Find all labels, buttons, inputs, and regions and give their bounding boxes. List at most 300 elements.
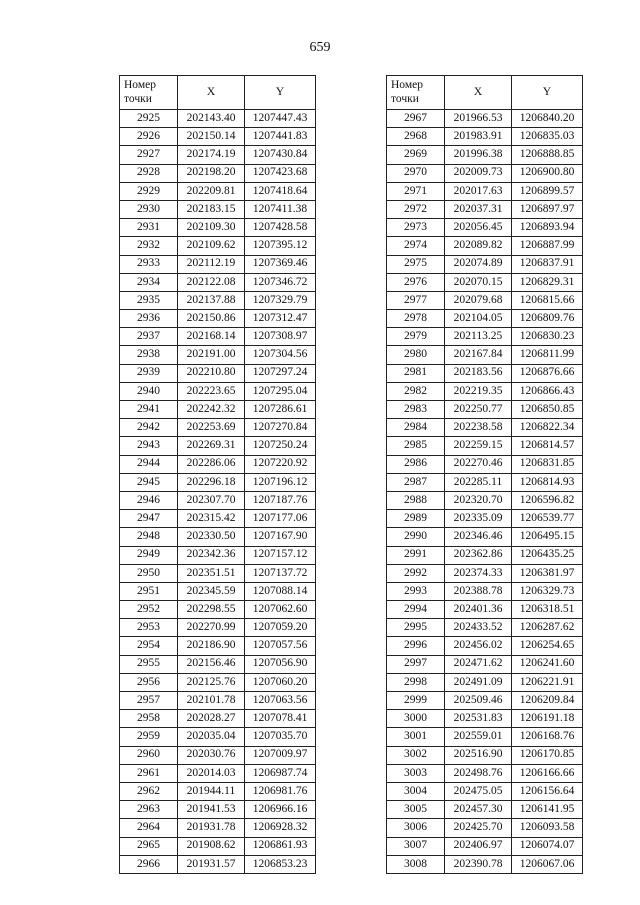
table-row: [387, 328, 583, 346]
x-cell: 202056.45: [445, 219, 512, 237]
x-cell: 202183.56: [445, 364, 512, 382]
y-cell: 1206928.32: [245, 819, 316, 837]
y-cell: 1207059.20: [245, 619, 316, 637]
point-number-cell: 2970: [387, 164, 445, 182]
table-row: [120, 237, 316, 255]
y-cell: 1207286.61: [245, 401, 316, 419]
point-number-cell: 2984: [387, 419, 445, 437]
table-row: [387, 819, 583, 837]
point-number-cell: 2933: [120, 255, 178, 273]
point-number-cell: 2997: [387, 655, 445, 673]
x-cell: 202320.70: [445, 491, 512, 509]
x-cell: 202298.55: [178, 601, 245, 619]
table-row: [120, 437, 316, 455]
header-point-number: [120, 76, 178, 110]
y-cell: 1206887.99: [512, 237, 583, 255]
x-cell: 202285.11: [445, 473, 512, 491]
table-row: [387, 255, 583, 273]
x-cell: 202191.00: [178, 346, 245, 364]
table-row: [387, 146, 583, 164]
table-row: [120, 564, 316, 582]
table-row: [387, 200, 583, 218]
table-row: [120, 710, 316, 728]
table-row: [387, 291, 583, 309]
table-row: [387, 455, 583, 473]
x-cell: 202150.14: [178, 128, 245, 146]
point-number-cell: 2989: [387, 510, 445, 528]
y-cell: 1207057.56: [245, 637, 316, 655]
x-cell: 202070.15: [445, 273, 512, 291]
x-cell: 202168.14: [178, 328, 245, 346]
x-cell: 202174.19: [178, 146, 245, 164]
table-row: [387, 419, 583, 437]
point-number-cell: 2930: [120, 200, 178, 218]
table-row: [387, 510, 583, 528]
y-cell: 1206840.20: [512, 110, 583, 128]
table-row: [120, 728, 316, 746]
y-cell: 1206811.99: [512, 346, 583, 364]
y-cell: 1207088.14: [245, 582, 316, 600]
table-row: [120, 110, 316, 128]
table-row: [120, 273, 316, 291]
x-cell: 202425.70: [445, 819, 512, 837]
table-row: [387, 182, 583, 200]
page-number: 659: [309, 40, 331, 55]
x-cell: 202491.09: [445, 673, 512, 691]
table-row: [120, 655, 316, 673]
point-number-cell: 2943: [120, 437, 178, 455]
y-cell: 1206888.85: [512, 146, 583, 164]
y-cell: 1206893.94: [512, 219, 583, 237]
point-number-cell: 2987: [387, 473, 445, 491]
point-number-cell: 3004: [387, 782, 445, 800]
x-cell: 202198.20: [178, 164, 245, 182]
table-row: [120, 473, 316, 491]
x-cell: 202342.36: [178, 546, 245, 564]
table-row: [387, 128, 583, 146]
table-row: [387, 110, 583, 128]
y-cell: 1207056.90: [245, 655, 316, 673]
point-number-cell: 2963: [120, 801, 178, 819]
table-row: [387, 728, 583, 746]
x-cell: 202475.05: [445, 782, 512, 800]
y-cell: 1206170.85: [512, 746, 583, 764]
point-number-cell: 2941: [120, 401, 178, 419]
y-cell: 1207167.90: [245, 528, 316, 546]
point-number-cell: 2935: [120, 291, 178, 309]
y-cell: 1206809.76: [512, 310, 583, 328]
y-cell: 1207346.72: [245, 273, 316, 291]
table-row: [120, 782, 316, 800]
header-point-number-line1: Номер: [391, 79, 423, 92]
table-row: [387, 764, 583, 782]
table-row: [120, 291, 316, 309]
x-cell: 201931.57: [178, 855, 245, 873]
y-cell: 1206981.76: [245, 782, 316, 800]
x-cell: 202101.78: [178, 692, 245, 710]
y-cell: 1206221.91: [512, 673, 583, 691]
y-cell: 1206495.15: [512, 528, 583, 546]
x-cell: 202270.99: [178, 619, 245, 637]
point-number-cell: 2928: [120, 164, 178, 182]
x-cell: 202125.76: [178, 673, 245, 691]
point-number-cell: 2979: [387, 328, 445, 346]
x-cell: 202210.80: [178, 364, 245, 382]
x-cell: 202498.76: [445, 764, 512, 782]
x-cell: 202516.90: [445, 746, 512, 764]
table-row: [387, 637, 583, 655]
x-cell: 202250.77: [445, 401, 512, 419]
y-cell: 1207428.58: [245, 219, 316, 237]
y-cell: 1206067.06: [512, 855, 583, 873]
x-cell: 202109.62: [178, 237, 245, 255]
y-cell: 1206822.34: [512, 419, 583, 437]
table-row: [120, 419, 316, 437]
table-row: [120, 219, 316, 237]
table-row: [387, 564, 583, 582]
x-cell: 201996.38: [445, 146, 512, 164]
y-cell: 1206166.66: [512, 764, 583, 782]
y-cell: 1207297.24: [245, 364, 316, 382]
y-cell: 1206539.77: [512, 510, 583, 528]
x-cell: 201944.11: [178, 782, 245, 800]
point-number-cell: 2965: [120, 837, 178, 855]
y-cell: 1206209.84: [512, 692, 583, 710]
y-cell: 1206156.64: [512, 782, 583, 800]
y-cell: 1207312.47: [245, 310, 316, 328]
x-cell: 202330.50: [178, 528, 245, 546]
x-cell: 202559.01: [445, 728, 512, 746]
table-row: [387, 237, 583, 255]
x-cell: 202269.31: [178, 437, 245, 455]
point-number-cell: 3008: [387, 855, 445, 873]
point-number-cell: 2956: [120, 673, 178, 691]
point-number-cell: 2929: [120, 182, 178, 200]
point-number-cell: 2936: [120, 310, 178, 328]
x-cell: 202183.15: [178, 200, 245, 218]
x-cell: 202209.81: [178, 182, 245, 200]
x-cell: 202346.46: [445, 528, 512, 546]
table-row: [120, 819, 316, 837]
table-row: [387, 582, 583, 600]
point-number-cell: 2996: [387, 637, 445, 655]
point-number-cell: 2951: [120, 582, 178, 600]
point-number-cell: 2952: [120, 601, 178, 619]
point-number-cell: 2959: [120, 728, 178, 746]
point-number-cell: 3005: [387, 801, 445, 819]
table-header-row: [120, 76, 316, 110]
x-cell: 202362.86: [445, 546, 512, 564]
point-number-cell: 3006: [387, 819, 445, 837]
x-cell: 202219.35: [445, 382, 512, 400]
x-cell: 202112.19: [178, 255, 245, 273]
header-point-number: [387, 76, 445, 110]
y-cell: 1206814.93: [512, 473, 583, 491]
x-cell: 202028.27: [178, 710, 245, 728]
table-row: [120, 382, 316, 400]
y-cell: 1206093.58: [512, 819, 583, 837]
point-number-cell: 2995: [387, 619, 445, 637]
point-number-cell: 2937: [120, 328, 178, 346]
y-cell: 1206318.51: [512, 601, 583, 619]
y-cell: 1207196.12: [245, 473, 316, 491]
y-cell: 1206435.25: [512, 546, 583, 564]
table-row: [120, 582, 316, 600]
point-number-cell: 2964: [120, 819, 178, 837]
table-row: [387, 746, 583, 764]
point-number-cell: 2980: [387, 346, 445, 364]
table-row: [120, 200, 316, 218]
x-cell: 202456.02: [445, 637, 512, 655]
point-number-cell: 2946: [120, 491, 178, 509]
table-row: [120, 346, 316, 364]
x-cell: 202509.46: [445, 692, 512, 710]
x-cell: 202156.46: [178, 655, 245, 673]
x-cell: 202238.58: [445, 419, 512, 437]
point-number-cell: 2986: [387, 455, 445, 473]
table-row: [387, 219, 583, 237]
y-cell: 1207187.76: [245, 491, 316, 509]
y-cell: 1207157.12: [245, 546, 316, 564]
table-row: [120, 601, 316, 619]
table-row: [120, 128, 316, 146]
x-cell: 202030.76: [178, 746, 245, 764]
x-cell: 202104.05: [445, 310, 512, 328]
y-cell: 1206897.97: [512, 200, 583, 218]
y-cell: 1206900.80: [512, 164, 583, 182]
y-cell: 1207250.24: [245, 437, 316, 455]
x-cell: 202143.40: [178, 110, 245, 128]
x-cell: 202259.15: [445, 437, 512, 455]
y-cell: 1207441.83: [245, 128, 316, 146]
y-cell: 1207411.38: [245, 200, 316, 218]
table-row: [120, 673, 316, 691]
point-number-cell: 2931: [120, 219, 178, 237]
y-cell: 1207308.97: [245, 328, 316, 346]
table-row: [120, 528, 316, 546]
point-number-cell: 2983: [387, 401, 445, 419]
header-point-number-line1: Номер: [124, 79, 156, 92]
y-cell: 1206861.93: [245, 837, 316, 855]
header-y: Y: [512, 76, 583, 110]
x-cell: 202345.59: [178, 582, 245, 600]
table-row: [387, 546, 583, 564]
point-number-cell: 2953: [120, 619, 178, 637]
table-row: [387, 364, 583, 382]
table-row: [387, 619, 583, 637]
x-cell: 202406.97: [445, 837, 512, 855]
coordinates-table-right: [386, 75, 583, 874]
y-cell: 1207220.92: [245, 455, 316, 473]
y-cell: 1206329.73: [512, 582, 583, 600]
table-row: [387, 692, 583, 710]
y-cell: 1206853.23: [245, 855, 316, 873]
x-cell: 202253.69: [178, 419, 245, 437]
table-row: [120, 401, 316, 419]
point-number-cell: 2977: [387, 291, 445, 309]
table-row: [387, 473, 583, 491]
y-cell: 1206899.57: [512, 182, 583, 200]
point-number-cell: 3003: [387, 764, 445, 782]
point-number-cell: 2925: [120, 110, 178, 128]
x-cell: 201983.91: [445, 128, 512, 146]
table-row: [387, 401, 583, 419]
table-row: [387, 164, 583, 182]
y-cell: 1206876.66: [512, 364, 583, 382]
x-cell: 202315.42: [178, 510, 245, 528]
x-cell: 202433.52: [445, 619, 512, 637]
y-cell: 1206814.57: [512, 437, 583, 455]
y-cell: 1206596.82: [512, 491, 583, 509]
table-row: [387, 601, 583, 619]
point-number-cell: 2926: [120, 128, 178, 146]
table-row: [120, 855, 316, 873]
y-cell: 1206837.91: [512, 255, 583, 273]
point-number-cell: 2934: [120, 273, 178, 291]
point-number-cell: 2949: [120, 546, 178, 564]
y-cell: 1206074.07: [512, 837, 583, 855]
x-cell: 202014.03: [178, 764, 245, 782]
point-number-cell: 3001: [387, 728, 445, 746]
y-cell: 1206831.85: [512, 455, 583, 473]
point-number-cell: 2975: [387, 255, 445, 273]
coordinates-table-left: [119, 75, 316, 874]
y-cell: 1207395.12: [245, 237, 316, 255]
table-row: [387, 782, 583, 800]
x-cell: 202223.65: [178, 382, 245, 400]
y-cell: 1206191.18: [512, 710, 583, 728]
y-cell: 1207447.43: [245, 110, 316, 128]
point-number-cell: 2998: [387, 673, 445, 691]
point-number-cell: 2981: [387, 364, 445, 382]
point-number-cell: 3002: [387, 746, 445, 764]
x-cell: 202122.08: [178, 273, 245, 291]
point-number-cell: 2976: [387, 273, 445, 291]
point-number-cell: 2991: [387, 546, 445, 564]
table-row: [120, 619, 316, 637]
point-number-cell: 2972: [387, 200, 445, 218]
x-cell: 202079.68: [445, 291, 512, 309]
y-cell: 1207063.56: [245, 692, 316, 710]
point-number-cell: 2999: [387, 692, 445, 710]
y-cell: 1206815.66: [512, 291, 583, 309]
table-row: [120, 510, 316, 528]
x-cell: 202242.32: [178, 401, 245, 419]
x-cell: 202286.06: [178, 455, 245, 473]
table-row: [387, 310, 583, 328]
y-cell: 1206287.62: [512, 619, 583, 637]
point-number-cell: 2973: [387, 219, 445, 237]
y-cell: 1206241.60: [512, 655, 583, 673]
point-number-cell: 2978: [387, 310, 445, 328]
table-row: [387, 655, 583, 673]
point-number-cell: 2985: [387, 437, 445, 455]
x-cell: 202035.04: [178, 728, 245, 746]
point-number-cell: 2988: [387, 491, 445, 509]
x-cell: 202186.90: [178, 637, 245, 655]
header-point-number-line2: точки: [391, 92, 419, 105]
y-cell: 1207270.84: [245, 419, 316, 437]
y-cell: 1207304.56: [245, 346, 316, 364]
y-cell: 1206850.85: [512, 401, 583, 419]
point-number-cell: 2961: [120, 764, 178, 782]
point-number-cell: 2971: [387, 182, 445, 200]
table-row: [120, 364, 316, 382]
x-cell: 202471.62: [445, 655, 512, 673]
x-cell: 201908.62: [178, 837, 245, 855]
x-cell: 202167.84: [445, 346, 512, 364]
table-row: [120, 328, 316, 346]
table-row: [387, 801, 583, 819]
point-number-cell: 2955: [120, 655, 178, 673]
table-row: [120, 837, 316, 855]
y-cell: 1207035.70: [245, 728, 316, 746]
x-cell: 202401.36: [445, 601, 512, 619]
table-row: [387, 855, 583, 873]
table-row: [120, 182, 316, 200]
y-cell: 1207078.41: [245, 710, 316, 728]
table-row: [120, 146, 316, 164]
table-row: [387, 673, 583, 691]
x-cell: 202335.09: [445, 510, 512, 528]
x-cell: 202089.82: [445, 237, 512, 255]
point-number-cell: 2990: [387, 528, 445, 546]
x-cell: 202150.86: [178, 310, 245, 328]
y-cell: 1207062.60: [245, 601, 316, 619]
table-row: [387, 273, 583, 291]
x-cell: 202009.73: [445, 164, 512, 182]
x-cell: 202351.51: [178, 564, 245, 582]
y-cell: 1206254.65: [512, 637, 583, 655]
x-cell: 202037.31: [445, 200, 512, 218]
y-cell: 1206866.43: [512, 382, 583, 400]
point-number-cell: 2944: [120, 455, 178, 473]
point-number-cell: 2982: [387, 382, 445, 400]
point-number-cell: 2932: [120, 237, 178, 255]
point-number-cell: 2994: [387, 601, 445, 619]
header-x: X: [445, 76, 512, 110]
point-number-cell: 2945: [120, 473, 178, 491]
table-row: [387, 346, 583, 364]
table-row: [120, 310, 316, 328]
x-cell: 202113.25: [445, 328, 512, 346]
table-row: [120, 746, 316, 764]
table-row: [387, 382, 583, 400]
point-number-cell: 2993: [387, 582, 445, 600]
y-cell: 1207177.06: [245, 510, 316, 528]
y-cell: 1207329.79: [245, 291, 316, 309]
table-row: [120, 255, 316, 273]
x-cell: 201941.53: [178, 801, 245, 819]
x-cell: 202296.18: [178, 473, 245, 491]
point-number-cell: 2940: [120, 382, 178, 400]
point-number-cell: 2927: [120, 146, 178, 164]
table-row: [387, 837, 583, 855]
point-number-cell: 2962: [120, 782, 178, 800]
x-cell: 202074.89: [445, 255, 512, 273]
x-cell: 202531.83: [445, 710, 512, 728]
y-cell: 1206168.76: [512, 728, 583, 746]
table-row: [120, 455, 316, 473]
table-row: [387, 528, 583, 546]
x-cell: 202137.88: [178, 291, 245, 309]
table-row: [120, 491, 316, 509]
y-cell: 1206835.03: [512, 128, 583, 146]
point-number-cell: 2957: [120, 692, 178, 710]
table-row: [120, 546, 316, 564]
y-cell: 1206830.23: [512, 328, 583, 346]
point-number-cell: 2960: [120, 746, 178, 764]
